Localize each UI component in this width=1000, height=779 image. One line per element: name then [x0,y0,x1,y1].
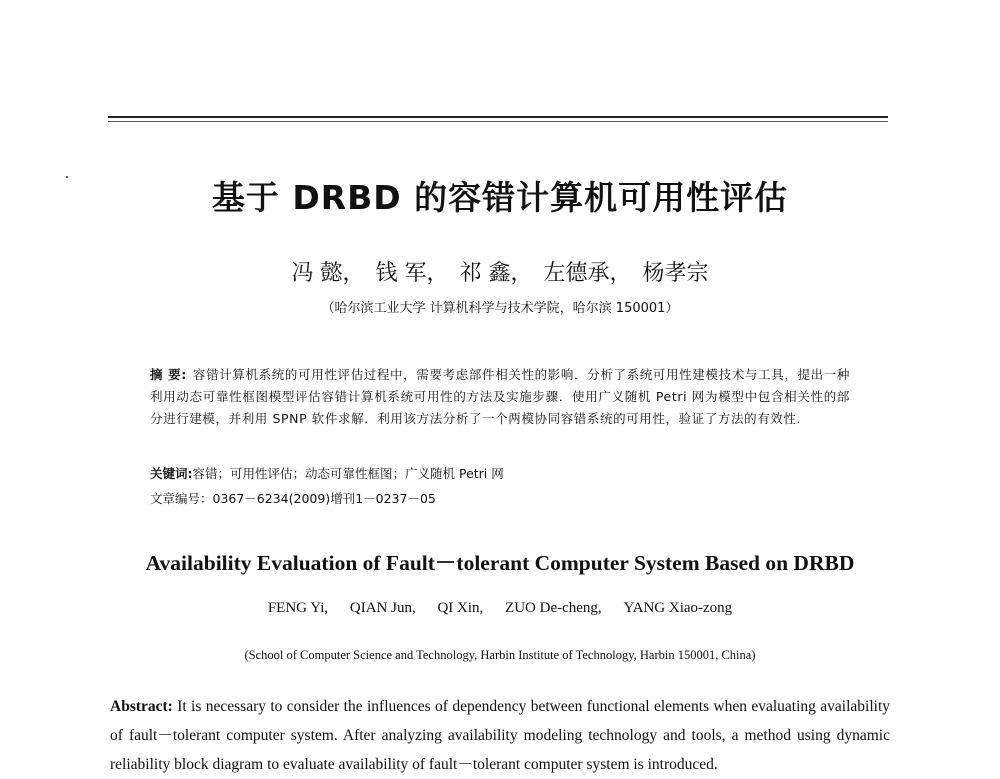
keywords-chinese [150,464,850,482]
keywords-label-cn: 关键词: [150,466,193,481]
header-rule-thick [108,116,888,118]
header-rule-thin [108,121,888,122]
author-cn: 钱 军， [375,261,449,286]
authors-chinese [0,256,1000,287]
author-cn: 冯 懿， [291,261,365,286]
author-cn: 左德承， [543,261,632,286]
title-chinese: 基于 DRBD 的容错计算机可用性评估 [211,178,789,217]
affiliation-chinese: （哈尔滨工业大学 计算机科学与技术学院，哈尔滨 150001） [321,301,679,316]
author-cn: 祁 鑫， [459,261,533,286]
affiliation-english: (School of Computer Science and Technology, Harbin Institute of Technology, Harbin 150001, China) [244,648,756,662]
abstract-text-cn: 容错计算机系统的可用性评估过程中，需要考虑部件相关性的影响．分析了系统可用性建模技术与工具，提出一种利用动态可靠性框图模型评估容错计算机系统可用性的方法及实施步骤．使用广义随机 Petri 网为模型中包含相关性的部分进行建模，并利用 SPNP 软件求解．利用该方法分析了一个两模协同容错系统的可用性，验证了方法的有效性． [150,367,850,426]
author-en: ZUO De-cheng, [505,600,602,616]
author-en: FENG Yi, [267,600,329,616]
abstract-label-en: Abstract: [110,698,173,715]
author-cn: 杨孝宗 [642,261,709,286]
abstract-text-en: It is necessary to consider the influences of dependency between functional elements when evaluating availability of fault－tolerant computer system. After analyzing availability modeling technology and tools, a method using dynamic reliability block diagram to evaluate availability of fault－tolerant computer system is introduced. [110,698,890,773]
author-en: QI Xin, [437,600,484,616]
title-english: Availability Evaluation of Fault－tolerant Computer System Based on DRBD [145,551,855,575]
abstract-english [110,692,890,779]
author-en: YANG Xiao-zong [623,600,733,616]
abstract-chinese [150,364,850,430]
article-number: 文章编号：0367－6234(2009)增刊1－0237－05 [150,491,436,506]
abstract-label-cn: 摘 要: [150,367,187,382]
keywords-text-cn: 容错；可用性评估；动态可靠性框图；广义随机 Petri 网 [192,466,504,481]
authors-english [0,600,1000,617]
author-en: QIAN Jun, [349,600,416,616]
